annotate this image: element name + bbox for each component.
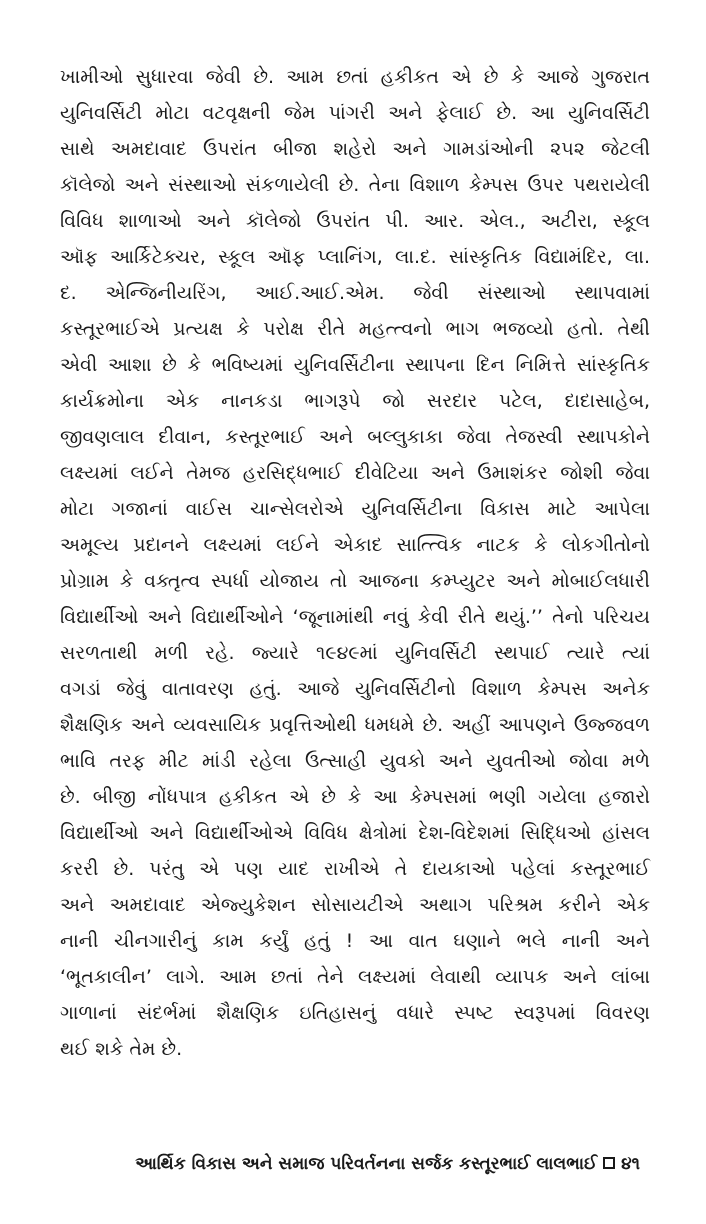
text-line: અને અમદાવાદ એજ્યુકેશન સોસાયટીએ અથાગ પરિશ્રમ કરીને એક — [60, 894, 650, 916]
text-line: ભાવિ તરફ મીટ માંડી રહેલા ઉત્સાહી યુવકો અને યુવતીઓ જોવા મળે — [60, 750, 650, 772]
text-line: કરરી છે. પરંતુ એ પણ યાદ રાખીએ તે દાયકાઓ પહેલાં કસ્તૂરભાઈ — [60, 858, 650, 880]
text-line: નાની ચીનગારીનું કામ કર્યું હતું ! આ વાત ઘણાને ભલે નાની અને — [60, 930, 650, 952]
text-line: સાથે અમદાવાદ ઉપરાંત બીજા શહેરો અને ગામડાંઓની ૨૫૨ જેટલી — [60, 138, 650, 160]
text-line: વગડાં જેવું વાતાવરણ હતું. આજે યુનિવર્સિટીનો વિશાળ કેમ્પસ અનેક — [60, 678, 650, 700]
text-line: થઈ શકે તેમ છે. — [60, 1038, 183, 1060]
text-line: લક્ષ્યમાં લઈને તેમજ હરસિદ્ધભાઈ દીવેટિયા અને ઉમાશંકર જોશી જેવા — [60, 462, 650, 484]
text-line: છે. બીજી નોંધપાત્ર હકીકત એ છે કે આ કેમ્પસમાં ભણી ગયેલા હજારો — [60, 786, 650, 808]
footer-book-title: આર્થિક વિકાસ અને સમાજ પરિવર્તનના સર્જક કસ્તૂરભાઈ લાલભાઈ — [135, 1154, 598, 1174]
text-line: કાર્યક્રમોના એક નાનકડા ભાગરૂપે જો સરદાર પટેલ, દાદાસાહેબ, — [60, 390, 650, 412]
text-line: યુનિવર્સિટી મોટા વટવૃક્ષની જેમ પાંગરી અને ફેલાઈ છે. આ યુનિવર્સિટી — [60, 102, 650, 124]
text-line: મોટા ગજાનાં વાઈસ ચાન્સેલરોએ યુનિવર્સિટીના વિકાસ માટે આપેલા — [60, 498, 650, 520]
text-line: વિદ્યાર્થીઓ અને વિદ્યાર્થીઓને ‘જૂનામાંથી નવું કેવી રીતે થયું.’’ તેનો પરિચય — [60, 606, 650, 628]
text-line: ઑફ આર્કિટેક્ચર, સ્કૂલ ઑફ પ્લાનિંગ, લા.દ. સાંસ્કૃતિક વિદ્યામંદિર, લા. — [60, 246, 650, 268]
text-line: અમૂલ્ય પ્રદાનને લક્ષ્યમાં લઈને એકાદ સાત્ત્વિક નાટક કે લોકગીતોનો — [60, 534, 650, 556]
text-line: સરળતાથી મળી રહે. જ્યારે ૧૯૪૯માં યુનિવર્સિટી સ્થપાઈ ત્યારે ત્યાં — [60, 642, 650, 664]
text-line: ગાળાનાં સંદર્ભમાં શૈક્ષણિક ઇતિહાસનું વધારે સ્પષ્ટ સ્વરૂપમાં વિવરણ — [60, 1002, 650, 1024]
text-line: જીવણલાલ દીવાન, કસ્તૂરભાઈ અને બલ્લુકાકા જેવા તેજસ્વી સ્થાપકોને — [60, 426, 650, 448]
text-line: એવી આશા છે કે ભવિષ્યમાં યુનિવર્સિટીના સ્થાપના દિન નિમિત્તે સાંસ્કૃતિક — [60, 354, 650, 376]
text-line: વિવિધ શાળાઓ અને કૉલેજો ઉપરાંત પી. આર. એલ., અટીરા, સ્કૂલ — [60, 210, 650, 232]
text-line: વિદ્યાર્થીઓ અને વિદ્યાર્થીઓએ વિવિધ ક્ષેત્રોમાં દેશ-વિદેશમાં સિદ્ધિઓ હાંસલ — [60, 822, 650, 844]
text-line: કૉલેજો અને સંસ્થાઓ સંકળાયેલી છે. તેના વિશાળ કેમ્પસ ઉપર પથરાયેલી — [60, 174, 650, 196]
text-line: ખામીઓ સુધારવા જેવી છે. આમ છતાં હકીકત એ છે કે આજે ગુજરાત — [60, 66, 650, 88]
text-line: પ્રોગ્રામ કે વક્તૃત્વ સ્પર્ધા યોજાય તો આજના કમ્પ્યુટર અને મોબાઈલધારી — [60, 570, 650, 592]
page-footer — [80, 1148, 640, 1180]
square-box-icon — [603, 1157, 615, 1169]
page-number: ૪૧ — [621, 1154, 640, 1174]
text-line: કસ્તૂરભાઈએ પ્રત્યક્ષ કે પરોક્ષ રીતે મહત્ત્વનો ભાગ ભજવ્યો હતો. તેથી — [60, 318, 650, 340]
text-line: દ. એન્જિનીયરિંગ, આઈ.આઈ.એમ. જેવી સંસ્થાઓ સ્થાપવામાં — [60, 282, 650, 304]
text-line: ‘ભૂતકાલીન’ લાગે. આમ છતાં તેને લક્ષ્યમાં લેવાથી વ્યાપક અને લાંબા — [60, 966, 650, 988]
text-line: શૈક્ષણિક અને વ્યવસાયિક પ્રવૃત્તિઓથી ધમધમે છે. અહીં આપણને ઉજ્જવળ — [60, 714, 650, 736]
body-paragraph — [60, 59, 650, 1067]
